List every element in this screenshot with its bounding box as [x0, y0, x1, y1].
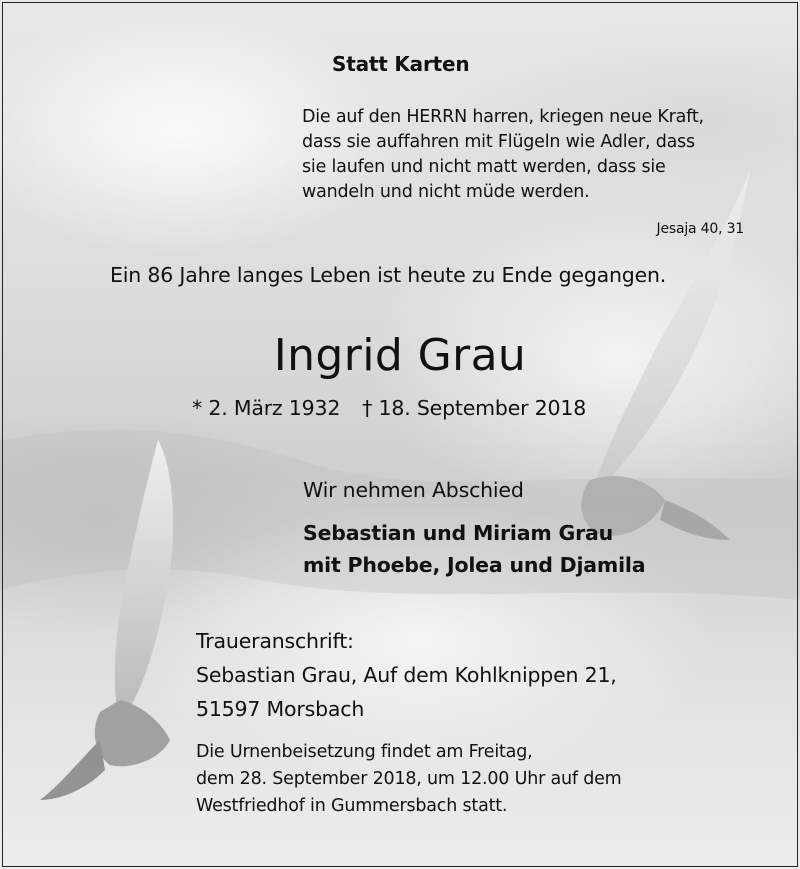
life-dates	[192, 396, 586, 420]
mourning-address	[196, 624, 617, 726]
verse-line: sie laufen und nicht matt werden, dass sie	[302, 157, 666, 177]
address-line: Sebastian Grau, Auf dem Kohlknippen 21,	[196, 663, 617, 687]
farewell-text: Wir nehmen Abschied	[303, 478, 524, 502]
mourner-line: Sebastian und Miriam Grau	[303, 521, 614, 545]
deceased-name: Ingrid Grau	[273, 330, 527, 381]
verse-line: Die auf den HERRN harren, kriegen neue Kraft,	[302, 107, 704, 127]
death-date: † 18. September 2018	[362, 396, 587, 420]
address-line: 51597 Morsbach	[196, 697, 365, 721]
verse-line: dass sie auffahren mit Flügeln wie Adler, dass	[302, 132, 695, 152]
burial-line: Westfriedhof in Gummersbach statt.	[196, 796, 508, 816]
burial-info	[196, 739, 622, 820]
verse-line: wandeln und nicht müde werden.	[302, 182, 590, 202]
birth-date: * 2. März 1932	[192, 396, 341, 420]
verse-reference: Jesaja 40, 31	[656, 221, 744, 237]
address-label: Traueranschrift:	[196, 629, 354, 653]
mourner-line: mit Phoebe, Jolea und Djamila	[303, 553, 646, 577]
bible-verse	[302, 105, 704, 205]
intro-text: Ein 86 Jahre langes Leben ist heute zu Ende gegangen.	[110, 263, 667, 287]
mourners-list	[303, 517, 645, 581]
burial-line: dem 28. September 2018, um 12.00 Uhr auf dem	[196, 769, 622, 789]
statt-karten-heading: Statt Karten	[332, 52, 470, 76]
burial-line: Die Urnenbeisetzung findet am Freitag,	[196, 742, 533, 762]
